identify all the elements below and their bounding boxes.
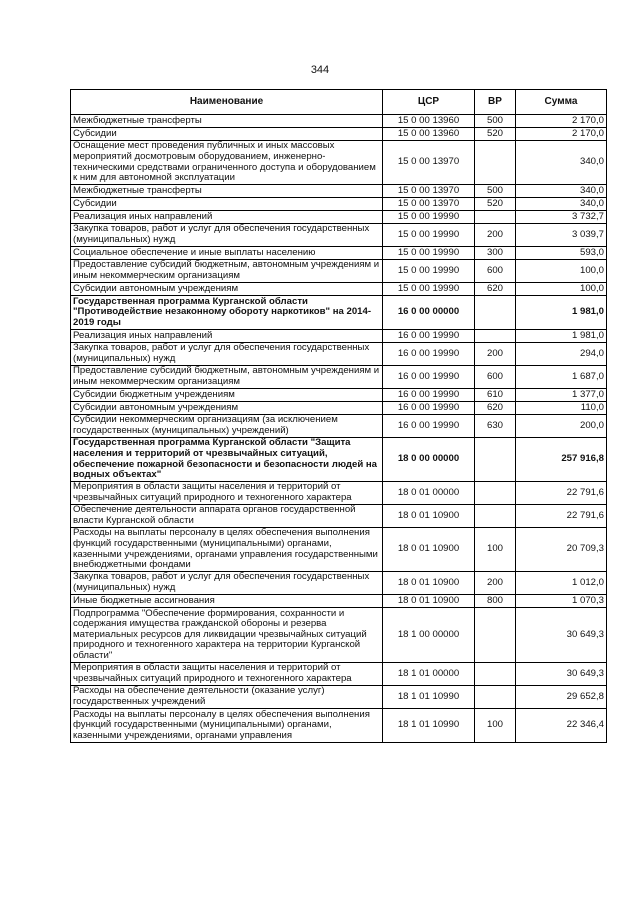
cell-sum: 593,0 xyxy=(516,247,607,260)
cell-csr: 15 0 00 19990 xyxy=(383,247,475,260)
cell-name: Межбюджетные трансферты xyxy=(71,185,383,198)
cell-name: Мероприятия в области защиты населения и территорий от чрезвычайных ситуаций природного и техногенного характера xyxy=(71,663,383,686)
cell-name: Субсидии xyxy=(71,128,383,141)
cell-vr xyxy=(475,296,516,330)
cell-csr: 18 1 00 00000 xyxy=(383,608,475,663)
cell-sum: 29 652,8 xyxy=(516,686,607,709)
cell-csr: 15 0 00 13970 xyxy=(383,185,475,198)
table-row xyxy=(71,330,607,343)
cell-vr: 100 xyxy=(475,709,516,743)
cell-sum: 22 346,4 xyxy=(516,709,607,743)
cell-sum: 110,0 xyxy=(516,402,607,415)
table-row xyxy=(71,572,607,595)
cell-name: Расходы на обеспечение деятельности (оказание услуг) государственных учреждений xyxy=(71,686,383,709)
cell-vr: 610 xyxy=(475,389,516,402)
cell-csr: 15 0 00 19990 xyxy=(383,260,475,283)
table-row xyxy=(71,211,607,224)
cell-vr xyxy=(475,438,516,482)
cell-sum: 3 732,7 xyxy=(516,211,607,224)
cell-vr: 520 xyxy=(475,128,516,141)
cell-name: Социальное обеспечение и иные выплаты населению xyxy=(71,247,383,260)
cell-vr: 300 xyxy=(475,247,516,260)
cell-sum: 340,0 xyxy=(516,185,607,198)
table-row xyxy=(71,283,607,296)
cell-sum: 22 791,6 xyxy=(516,505,607,528)
cell-sum: 30 649,3 xyxy=(516,608,607,663)
header-name: Наименование xyxy=(71,90,383,115)
cell-vr: 200 xyxy=(475,572,516,595)
header-csr: ЦСР xyxy=(383,90,475,115)
table-row xyxy=(71,686,607,709)
cell-vr xyxy=(475,211,516,224)
cell-name: Субсидии автономным учреждениям xyxy=(71,402,383,415)
cell-vr: 520 xyxy=(475,198,516,211)
table-row xyxy=(71,343,607,366)
table-row xyxy=(71,482,607,505)
cell-vr: 630 xyxy=(475,415,516,438)
table-row xyxy=(71,389,607,402)
header-sum: Сумма xyxy=(516,90,607,115)
cell-sum: 294,0 xyxy=(516,343,607,366)
cell-csr: 16 0 00 00000 xyxy=(383,296,475,330)
cell-csr: 16 0 00 19990 xyxy=(383,343,475,366)
cell-sum: 30 649,3 xyxy=(516,663,607,686)
table-row xyxy=(71,528,607,572)
cell-csr: 18 1 01 00000 xyxy=(383,663,475,686)
cell-csr: 18 0 01 10900 xyxy=(383,572,475,595)
cell-vr: 200 xyxy=(475,343,516,366)
cell-vr: 100 xyxy=(475,528,516,572)
cell-csr: 15 0 00 19990 xyxy=(383,211,475,224)
cell-vr: 600 xyxy=(475,366,516,389)
table-body xyxy=(71,115,607,743)
cell-sum: 2 170,0 xyxy=(516,128,607,141)
cell-vr: 800 xyxy=(475,595,516,608)
table-row xyxy=(71,115,607,128)
table-row xyxy=(71,438,607,482)
table-row xyxy=(71,260,607,283)
table-row xyxy=(71,366,607,389)
cell-sum: 1 377,0 xyxy=(516,389,607,402)
table-row xyxy=(71,402,607,415)
cell-vr xyxy=(475,330,516,343)
cell-name: Предоставление субсидий бюджетным, автономным учреждениям и иным некоммерческим организациям xyxy=(71,366,383,389)
cell-csr: 16 0 00 19990 xyxy=(383,330,475,343)
cell-name: Обеспечение деятельности аппарата органов государственной власти Курганской области xyxy=(71,505,383,528)
cell-name: Закупка товаров, работ и услуг для обеспечения государственных (муниципальных) нужд xyxy=(71,224,383,247)
cell-vr xyxy=(475,608,516,663)
cell-sum: 340,0 xyxy=(516,141,607,185)
table-row xyxy=(71,505,607,528)
table-row xyxy=(71,663,607,686)
cell-vr xyxy=(475,505,516,528)
table-row xyxy=(71,185,607,198)
cell-csr: 18 1 01 10990 xyxy=(383,686,475,709)
table-row xyxy=(71,128,607,141)
cell-csr: 18 0 00 00000 xyxy=(383,438,475,482)
table-row xyxy=(71,608,607,663)
cell-csr: 18 0 01 10900 xyxy=(383,505,475,528)
cell-vr: 620 xyxy=(475,283,516,296)
cell-name: Предоставление субсидий бюджетным, автономным учреждениям и иным некоммерческим организациям xyxy=(71,260,383,283)
table-row xyxy=(71,141,607,185)
table-row xyxy=(71,709,607,743)
cell-csr: 15 0 00 13970 xyxy=(383,198,475,211)
cell-csr: 15 0 00 13960 xyxy=(383,115,475,128)
cell-sum: 3 039,7 xyxy=(516,224,607,247)
table-row xyxy=(71,198,607,211)
cell-name: Субсидии xyxy=(71,198,383,211)
table-row xyxy=(71,296,607,330)
table-row xyxy=(71,415,607,438)
cell-vr: 620 xyxy=(475,402,516,415)
cell-csr: 18 0 01 10900 xyxy=(383,595,475,608)
cell-name: Субсидии бюджетным учреждениям xyxy=(71,389,383,402)
cell-sum: 2 170,0 xyxy=(516,115,607,128)
cell-sum: 1 687,0 xyxy=(516,366,607,389)
cell-sum: 200,0 xyxy=(516,415,607,438)
budget-table xyxy=(70,89,607,743)
cell-name: Подпрограмма "Обеспечение формирования, сохранности и содержания имущества гражданской обороны и резерва материальных ресурсов для ликвидации чрезвычайных ситуаций природного и техногенного характера на территории Курганской области" xyxy=(71,608,383,663)
cell-vr xyxy=(475,663,516,686)
cell-vr xyxy=(475,482,516,505)
cell-sum: 257 916,8 xyxy=(516,438,607,482)
cell-name: Реализация иных направлений xyxy=(71,211,383,224)
table-row xyxy=(71,224,607,247)
cell-csr: 15 0 00 13970 xyxy=(383,141,475,185)
cell-vr: 600 xyxy=(475,260,516,283)
cell-name: Субсидии автономным учреждениям xyxy=(71,283,383,296)
cell-sum: 340,0 xyxy=(516,198,607,211)
cell-sum: 100,0 xyxy=(516,283,607,296)
cell-vr xyxy=(475,686,516,709)
cell-vr: 500 xyxy=(475,115,516,128)
cell-name: Межбюджетные трансферты xyxy=(71,115,383,128)
cell-name: Субсидии некоммерческим организациям (за исключением государственных (муниципальных) учреждений) xyxy=(71,415,383,438)
cell-name: Закупка товаров, работ и услуг для обеспечения государственных (муниципальных) нужд xyxy=(71,343,383,366)
cell-csr: 15 0 00 13960 xyxy=(383,128,475,141)
cell-sum: 1 981,0 xyxy=(516,296,607,330)
cell-csr: 15 0 00 19990 xyxy=(383,283,475,296)
header-vr: ВР xyxy=(475,90,516,115)
cell-csr: 18 1 01 10990 xyxy=(383,709,475,743)
cell-name: Расходы на выплаты персоналу в целях обеспечения выполнения функций государственными (муниципальными) органами, казенными учреждениями, органами управления государственными внебюджетными фондами xyxy=(71,528,383,572)
cell-sum: 1 070,3 xyxy=(516,595,607,608)
cell-csr: 16 0 00 19990 xyxy=(383,366,475,389)
cell-name: Государственная программа Курганской области "Защита населения и территорий от чрезвычайных ситуаций, обеспечение пожарной безопасности и безопасности людей на водных объектах" xyxy=(71,438,383,482)
table-row xyxy=(71,247,607,260)
cell-csr: 16 0 00 19990 xyxy=(383,389,475,402)
table-row xyxy=(71,595,607,608)
cell-name: Закупка товаров, работ и услуг для обеспечения государственных (муниципальных) нужд xyxy=(71,572,383,595)
cell-csr: 15 0 00 19990 xyxy=(383,224,475,247)
cell-sum: 1 012,0 xyxy=(516,572,607,595)
cell-name: Оснащение мест проведения публичных и иных массовых мероприятий досмотровым оборудованием, инженерно-техническими средствами ограниченного доступа и оборудованием к ним для автономной эксплуатации xyxy=(71,141,383,185)
cell-name: Расходы на выплаты персоналу в целях обеспечения выполнения функций государственными (муниципальными) органами, казенными учреждениями, органами управления xyxy=(71,709,383,743)
cell-csr: 18 0 01 00000 xyxy=(383,482,475,505)
cell-sum: 22 791,6 xyxy=(516,482,607,505)
cell-vr: 500 xyxy=(475,185,516,198)
cell-vr: 200 xyxy=(475,224,516,247)
cell-csr: 16 0 00 19990 xyxy=(383,402,475,415)
cell-name: Государственная программа Курганской области "Противодействие незаконному обороту наркотиков" на 2014-2019 годы xyxy=(71,296,383,330)
cell-name: Реализация иных направлений xyxy=(71,330,383,343)
page-number: 344 xyxy=(310,64,330,76)
cell-name: Мероприятия в области защиты населения и территорий от чрезвычайных ситуаций природного и техногенного характера xyxy=(71,482,383,505)
cell-sum: 20 709,3 xyxy=(516,528,607,572)
cell-vr xyxy=(475,141,516,185)
cell-sum: 1 981,0 xyxy=(516,330,607,343)
table-header-row xyxy=(71,90,607,115)
cell-sum: 100,0 xyxy=(516,260,607,283)
cell-name: Иные бюджетные ассигнования xyxy=(71,595,383,608)
cell-csr: 18 0 01 10900 xyxy=(383,528,475,572)
cell-csr: 16 0 00 19990 xyxy=(383,415,475,438)
